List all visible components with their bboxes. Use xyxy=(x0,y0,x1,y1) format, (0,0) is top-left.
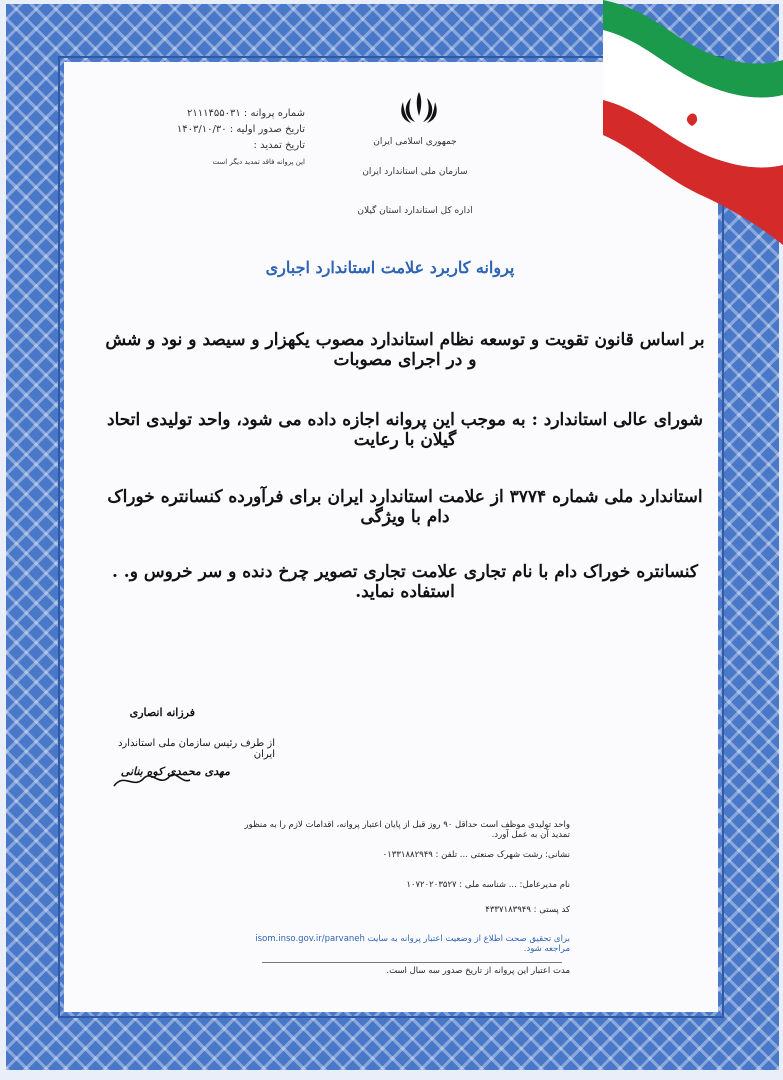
certificate-title: پروانه کاربرد علامت استاندارد اجباری xyxy=(265,258,515,277)
footer-verification: برای تحقیق صحت اطلاع از وضعیت اعتبار پروانه به سایت isom.inso.gov.ir/parvaneh مراجعه شود. xyxy=(255,934,570,954)
body-line-1: بر اساس قانون تقویت و توسعه نظام استاندارد مصوب یکهزار و سیصد و نود و شش و در اجرای مصوبات xyxy=(105,330,705,370)
first-issue-label: تاریخ صدور اولیه xyxy=(236,124,305,135)
renewal-date-label: تاریخ تمدید : xyxy=(253,140,305,151)
org-line-2: سازمان ملی استاندارد ایران xyxy=(362,167,468,177)
body-line-3: استاندارد ملی شماره ۳۷۷۴ از علامت استاندارد ایران برای فرآورده کنسانتره خوراک دام با ویژگی xyxy=(107,487,703,527)
iran-emblem-icon xyxy=(396,88,442,128)
signature-text: مهدی محمدی کوه بنانی xyxy=(120,765,230,778)
registration-number-value: ۲۱۱۱۴۵۵۰۳۱ xyxy=(187,108,241,119)
signatory-role: از طرف رئیس سازمان ملی استاندارد ایران xyxy=(117,738,275,760)
org-line-1: جمهوری اسلامی ایران xyxy=(373,137,457,147)
body-line-4: کنسانتره خوراک دام با نام تجاری علامت تجاری تصویر چرخ دنده و سر خروس و. . استفاده نماید. xyxy=(111,562,699,602)
footer-address: نشانی: رشت شهرک صنعتی ... تلفن : ۰۱۳۳۱۸۸۲۹۴۹ xyxy=(382,850,570,860)
first-issue-date: تاریخ صدور اولیه : ۱۴۰۳/۱۰/۳۰ xyxy=(176,124,305,135)
footer-rule xyxy=(262,962,562,963)
footer-postal-code: کد پستی : ۴۳۳۷۱۸۳۹۴۹ xyxy=(485,905,570,915)
handwritten-signature-icon xyxy=(112,768,192,794)
header-small-note: این پروانه فاقد تمدید دیگر است xyxy=(212,158,305,166)
first-issue-value: ۱۴۰۳/۱۰/۳۰ xyxy=(176,124,227,135)
footer-line-1: واحد تولیدی موظف است حداقل ۹۰ روز قبل از پایان اعتبار پروانه، اقدامات لازم را به منظور تمدید آن به عمل آورد. xyxy=(244,820,570,840)
footer-validity: مدت اعتبار این پروانه از تاریخ صدور سه سال است. xyxy=(386,966,570,976)
iran-flag-icon xyxy=(583,0,783,250)
body-line-2: شورای عالی استاندارد : به موجب این پروانه اجازه داده می شود، واحد تولیدی اتحاد گیلان با رعایت xyxy=(107,410,703,450)
org-line-3: اداره کل استاندارد استان گیلان xyxy=(357,206,473,216)
registration-number-label: شماره پروانه xyxy=(250,108,305,119)
footer-manager: نام مدیرعامل: ... شناسه ملی : ۱۰۷۲۰۲۰۳۵۲۷ xyxy=(406,880,570,890)
registration-number: شماره پروانه : ۲۱۱۱۴۵۵۰۳۱ xyxy=(187,108,305,119)
signatory-name: فرزانه انصاری xyxy=(129,706,195,719)
